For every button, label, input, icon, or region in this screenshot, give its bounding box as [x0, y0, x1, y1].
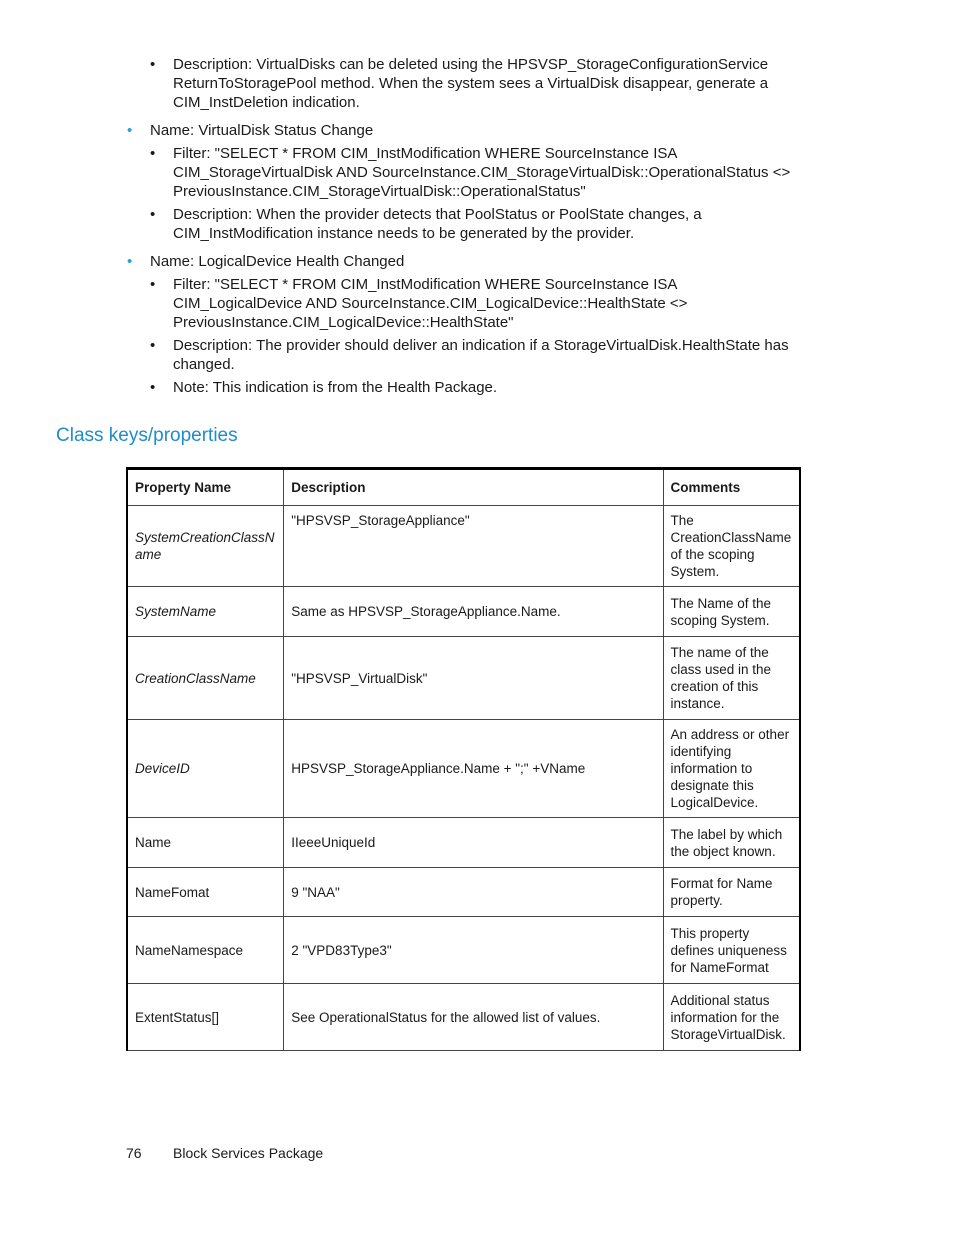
property-name-cell: NameNamespace — [127, 917, 284, 984]
table-row — [127, 818, 800, 868]
table-row — [127, 917, 800, 984]
comments-cell: The name of the class used in the creation of this instance. — [663, 637, 800, 720]
description-cell: IIeeeUniqueId — [284, 818, 663, 868]
list-item: • Filter: "SELECT * FROM CIM_InstModification WHERE SourceInstance ISA CIM_LogicalDevice AND SourceInstance.CIM_LogicalDevice::HealthState <> PreviousInstance.CIM_LogicalDevice::HealthState" — [150, 276, 688, 331]
description-cell: 2 "VPD83Type3" — [284, 917, 663, 984]
comments-cell: Additional status information for the StorageVirtualDisk. — [663, 984, 800, 1051]
footer-title: Block Services Package — [173, 1145, 324, 1161]
property-name-cell: SystemName — [127, 587, 284, 637]
page-number: 76 — [126, 1145, 142, 1161]
description-cell: 9 "NAA" — [284, 868, 663, 917]
column-header-comments: Comments — [663, 469, 800, 506]
bullet-icon: • — [127, 122, 133, 139]
table-row — [127, 637, 800, 720]
comments-cell: Format for Name property. — [663, 868, 800, 917]
list-item: • Note: This indication is from the Health Package. — [150, 379, 498, 396]
list-item: • Description: The provider should deliver an indication if a StorageVirtualDisk.HealthState has changed. — [150, 337, 789, 373]
property-name-cell: DeviceID — [127, 720, 284, 818]
comments-cell: The Name of the scoping System. — [663, 587, 800, 637]
description-cell: Same as HPSVSP_StorageAppliance.Name. — [284, 587, 663, 637]
comments-cell: An address or other identifying information to designate this LogicalDevice. — [663, 720, 800, 818]
comments-cell: The label by which the object known. — [663, 818, 800, 868]
table-row — [127, 720, 800, 818]
table-row — [127, 984, 800, 1051]
column-header-description: Description — [284, 469, 663, 506]
properties-table — [126, 467, 801, 1051]
list-item: • Description: When the provider detects that PoolStatus or PoolState changes, a CIM_InstModification instance needs to be generated by the provider. — [150, 206, 702, 242]
table-header-row — [127, 469, 800, 506]
comments-cell: The CreationClassName of the scoping System. — [663, 506, 800, 587]
bullet-icon: • — [150, 206, 156, 223]
property-name-cell: Name — [127, 818, 284, 868]
property-name-cell: SystemCreationClassName — [127, 506, 284, 587]
bullet-icon: • — [150, 56, 156, 73]
table-row — [127, 868, 800, 917]
description-cell: "HPSVSP_VirtualDisk" — [284, 637, 663, 720]
bullet-icon: • — [150, 145, 156, 162]
table-row — [127, 587, 800, 637]
bullet-icon: • — [150, 337, 156, 354]
column-header-property-name: Property Name — [127, 469, 284, 506]
bullet-icon: • — [150, 379, 156, 396]
property-name-cell: ExtentStatus[] — [127, 984, 284, 1051]
property-name-cell: NameFomat — [127, 868, 284, 917]
list-item: • Description: VirtualDisks can be deleted using the HPSVSP_StorageConfigurationService ReturnToStoragePool method. When the system sees a VirtualDisk disappear, generate a CIM_InstDeletion indication. — [150, 56, 769, 111]
description-cell: See OperationalStatus for the allowed list of values. — [284, 984, 663, 1051]
list-item: • Name: VirtualDisk Status Change — [127, 122, 374, 139]
list-item: • Name: LogicalDevice Health Changed — [127, 253, 405, 270]
list-item: • Filter: "SELECT * FROM CIM_InstModification WHERE SourceInstance ISA CIM_StorageVirtualDisk AND SourceInstance.CIM_StorageVirtualDisk::OperationalStatus <> PreviousInstance.CIM_StorageVirtualDisk::OperationalStatus" — [150, 145, 791, 200]
table-row — [127, 506, 800, 587]
section-title: Class keys/properties — [56, 425, 238, 446]
comments-cell: This property defines uniqueness for NameFormat — [663, 917, 800, 984]
description-cell: HPSVSP_StorageAppliance.Name + ";" +VName — [284, 720, 663, 818]
property-name-cell: CreationClassName — [127, 637, 284, 720]
description-cell: "HPSVSP_StorageAppliance" — [284, 506, 663, 587]
bullet-icon: • — [127, 253, 133, 270]
bullet-icon: • — [150, 276, 156, 293]
